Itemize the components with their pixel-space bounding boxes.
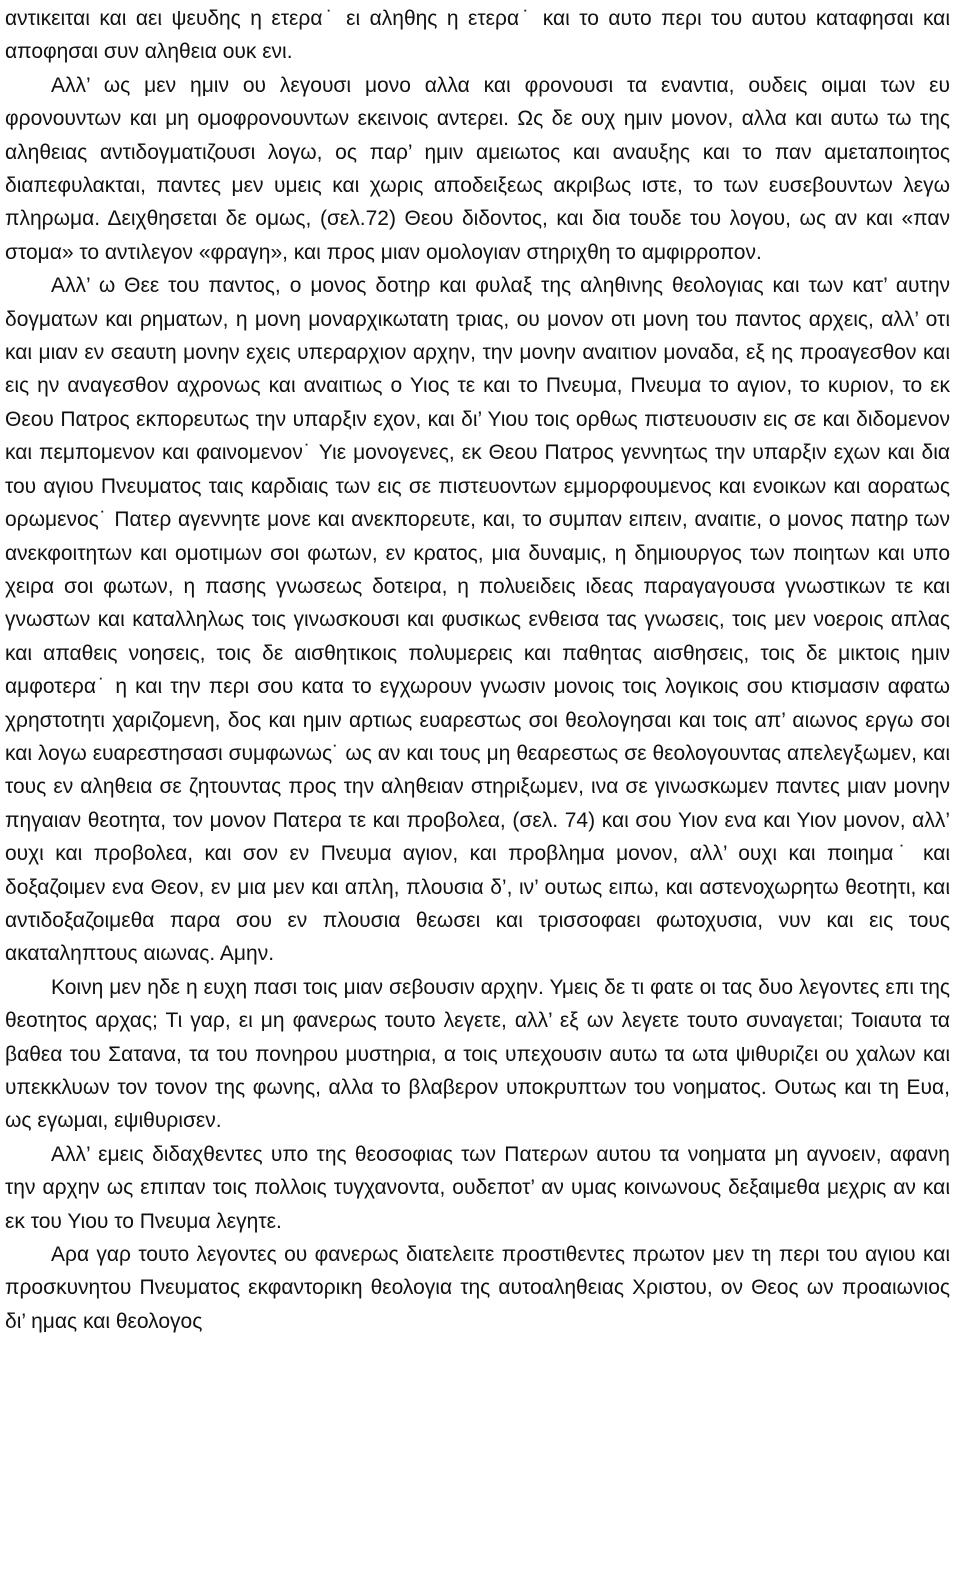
paragraph-4: Κοινη μεν ηδε η ευχη πασι τοις μιαν σεβουσιν αρχην. Υμεις δε τι φατε οι τας δυο λεγοντες επι της θεοτητος αρχας; Τι γαρ, ει μη φανερως τουτο λεγετε, αλλ’ εξ ων λεγετε τουτο συναγεται; Τοιαυτα τα βαθεα του Σατανα, τα του πονηρου μυστηρια, α τοις υπεχουσιν αυτω τα ωτα ψιθυριζει ου χαλων και υπεκκλυων τον τονον της φωνης, αλλα το βλαβερον υποκρυπτων του νοηματος. Ουτως και τη Ευα, ως εγωμαι, εψιθυρισεν. xyxy=(5,975,950,1133)
paragraph-5: Αλλ’ εμεις διδαχθεντες υπο της θεοσοφιας των Πατερων αυτου τα νοηματα μη αγνοειν, αφανη την αρχην ως επιπαν τοις πολλοις τυγχανοντα, ουδεποτ’ αν υμας κοινωνους δεξαιμεθα μεχρις αν και εκ του Υιου το Πνευμα λεγητε. xyxy=(5,1142,950,1233)
paragraph-6: Αρα γαρ τουτο λεγοντες ου φανερως διατελειτε προστιθεντες πρωτον μεν τη περι του αγιου και προσκυνητου Πνευματος εκφαντορικη θεολογια της αυτοαληθειας Χριστου, ον Θεος ων προαιωνιος δι’ ημας και θεολογος xyxy=(5,1243,950,1333)
paragraph-2: Αλλ’ ως μεν ημιν ου λεγουσι μονο αλλα και φρονουσι τα εναντια, ουδεις οιμαι των ευ φρονουντων και μη ομοφρονουντων εκεινοις αντερει. Ως δε ουχ ημιν μονον, αλλα και αυτω τω της αληθειας αντιδογματιζουσι λογω, ος παρ’ ημιν αμειωτος και αναυξης και το παν αμεταποιητος διαπεφυλακται, παντες μεν υμεις και χωρις αποδειξεως ακριβως ιστε, το των ευσεβουντων λεγω πληρωμα. Δειχθησεται δε ομως, (σελ.72) Θεου διδοντος, και δια τουδε του λογου, ως αν και «παν στομα» το αντιλεγον «φραγη», και προς μιαν ομολογιαν στηριχθη το αμφιρροπον. xyxy=(5,73,950,264)
document-page xyxy=(5,2,950,1338)
paragraph-3: Αλλ’ ω Θεε του παντος, ο μονος δοτηρ και φυλαξ της αληθινης θεολογιας και των κατ’ αυτην δογματων και ρηματων, η μονη μοναρχικωτατη τριας, ου μονον οτι μονη του παντος αρχεις, αλλ’ οτι και μιαν εν σεαυτη μονην εχεις υπεραρχιον αρχην, την μονην αναιτιον μοναδα, εξ ης προαγεσθον και εις ην αναγεσθον αχρονως και αναιτιως ο Υιος τε και το Πνευμα, Πνευμα το αγιον, το κυριον, το εκ Θεου Πατρος εκπορευτως την υπαρξιν εχον, και δι’ Υιου τοις ορθως πιστευουσιν εις σε και διδομενον και πεμπομενον και φαινομενον˙ Υιε μονογενες, εκ Θεου Πατρος γεννητως την υπαρξιν εχων και δια του αγιου Πνευματος ταις καρδιαις των εις σε πιστευοντων εμμορφουμενος και ενοικων και αορατως ορωμενος˙ Πατερ αγεννητε μονε και ανεκπορευτε, και, το συμπαν ειπειν, αναιτιε, ο μονος πατηρ των ανεκφοιτητων και ομοτιμων σοι φωτων, εν κρατος, μια δυναμις, η δημιουργος των ποιητων και υπο χειρα σοι φωτων, η πασης γνωσεως δοτειρα, η πολυειδεις ιδεας παραγαγουσα γνωστικων τε και γνωστων και καταλληλως τοις γινωσκουσι και φυσικως ενθεισα τας γνωσεις, τοις μεν νοεροις απλας και απαθεις νοησεις, τοις δε αισθητικοις πολυμερεις και παθητας αισθησεις, τοις δε μικτοις ημιν αμφοτερα˙ η και την περι σου κατα το εγχωρουν γνωσιν μονοις τοις λογικοις σου κτισμασιν αφατω χρηστοτητι χαριζομενη, δος και ημιν αρτιως ευαρεστως σοι θεολογησαι και τοις απ’ αιωνος εργω σοι και λογω ευαρεστησασι συμφωνως˙ ως αν και τους μη θεαρεστως σε θεολογουντας απελεγξωμεν, και τους εν αληθεια σε ζητουντας προς την αληθειαν στηριξωμεν, ινα σε γινωσκωμεν παντες μιαν μονην πηγαιαν θεοτητα, τον μονον Πατερα τε και προβολεα, (σελ. 74) και σου Υιον ενα και Υιον μονον, αλλ’ ουχι και προβολεα, και σον εν Πνευμα αγιον, και προβλημα μονον, αλλ’ ουχι και ποιημα˙ και δοξαζοιμεν ενα Θεον, εν μια μεν και απλη, πλουσια δ’, ιν’ ουτως ειπω, και αστενοχωρητω θεοτητι, και αντιδοξαζοιμεθα παρα σου εν πλουσια θεωσει και τρισσοφαει φωτοχυσια, νυν και εις τους ακαταληπτους αιωνας. Αμην. xyxy=(5,274,950,966)
paragraph-1: αντικειται και αει ψευδης η ετερα˙ ει αληθης η ετερα˙ και το αυτο περι του αυτου καταφησαι και αποφησαι συν αληθεια ουκ ενι. xyxy=(5,7,950,64)
